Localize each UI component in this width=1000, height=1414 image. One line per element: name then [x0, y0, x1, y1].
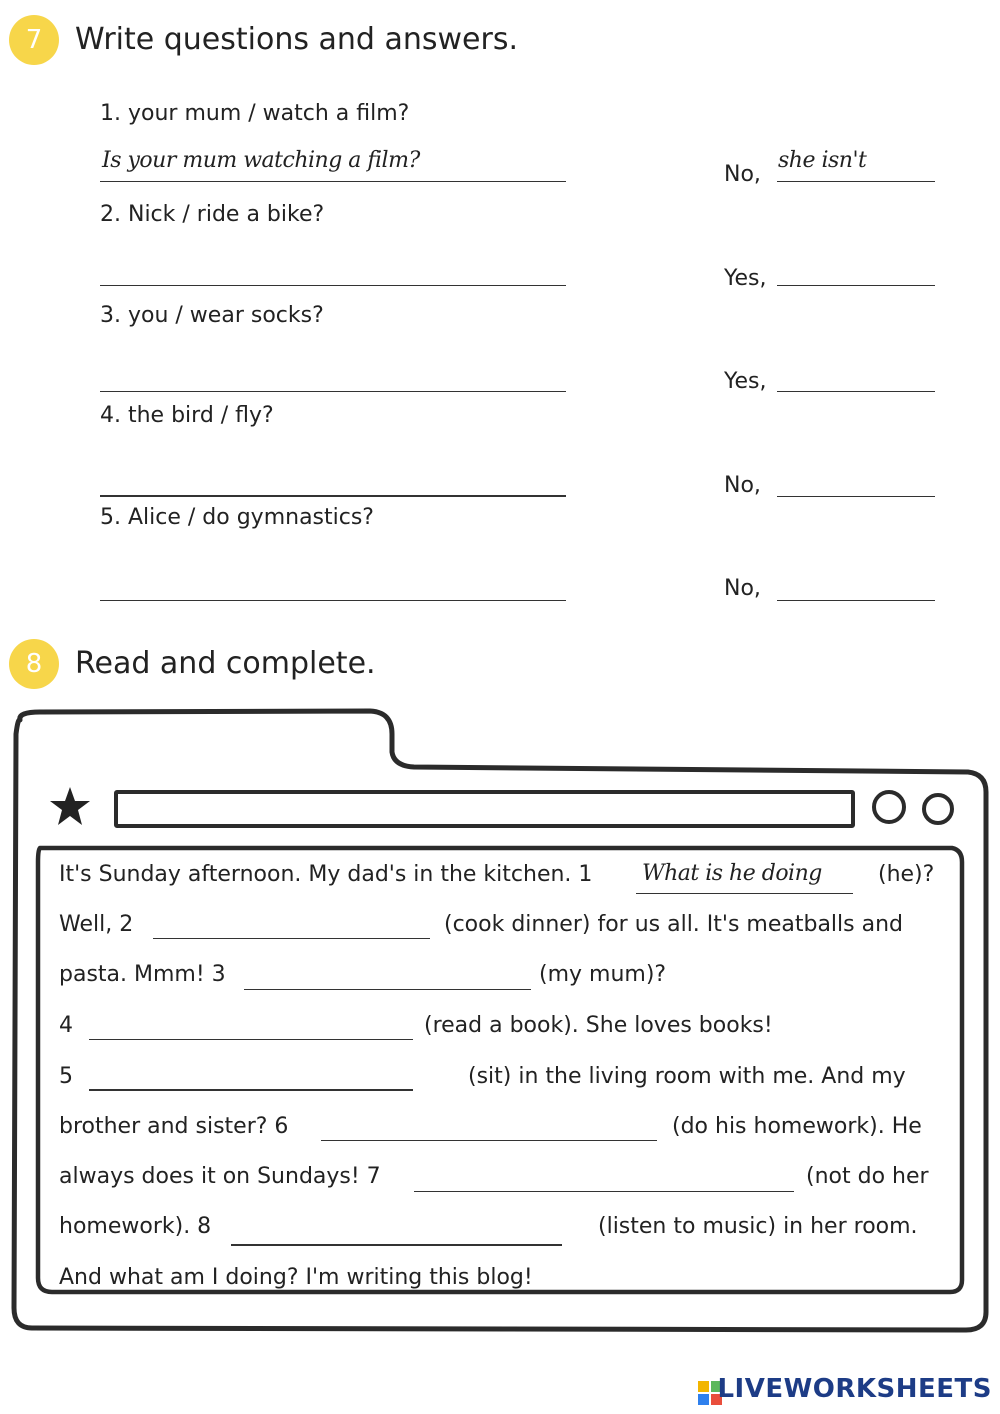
- gap-field-7[interactable]: [414, 1191, 794, 1192]
- passage-text: (sit) in the living room with me. And my: [468, 1064, 906, 1089]
- address-bar[interactable]: [114, 790, 855, 828]
- short-answer-label: No,: [724, 473, 761, 498]
- question-prompt: 5. Alice / do gymnastics?: [100, 505, 374, 530]
- question-prompt: 3. you / wear socks?: [100, 303, 324, 328]
- exercise-title: Write questions and answers.: [75, 22, 519, 57]
- exercise-title: Read and complete.: [75, 646, 376, 681]
- question-prompt: 2. Nick / ride a bike?: [100, 202, 325, 227]
- liveworksheets-brand: LIVEWORKSHEETS: [717, 1374, 992, 1404]
- passage-text: homework). 8: [59, 1214, 212, 1239]
- passage-text: And what am I doing? I'm writing this blog!: [59, 1265, 533, 1290]
- short-answer-field[interactable]: [777, 391, 935, 392]
- window-circle-icon[interactable]: [922, 793, 954, 825]
- question-answer-field[interactable]: [100, 391, 566, 392]
- exercise-number-badge: 8: [9, 639, 59, 689]
- passage-text: It's Sunday afternoon. My dad's in the kitchen. 1: [59, 862, 593, 887]
- question-answer-field[interactable]: [100, 285, 566, 286]
- window-circle-icon[interactable]: [872, 790, 906, 824]
- short-answer-label: No,: [724, 162, 761, 187]
- gap-field-5[interactable]: [89, 1089, 413, 1091]
- passage-text: pasta. Mmm! 3: [59, 962, 226, 987]
- passage-text: (my mum)?: [539, 962, 667, 987]
- exercise-number-badge: 7: [9, 15, 59, 65]
- passage-text: (read a book). She loves books!: [424, 1013, 773, 1038]
- short-answer-text: she isn't: [778, 148, 867, 173]
- star-icon[interactable]: [48, 785, 92, 827]
- question-prompt: 4. the bird / fly?: [100, 403, 274, 428]
- passage-text: (not do her: [806, 1164, 929, 1189]
- short-answer-label: Yes,: [724, 369, 767, 394]
- gap-field-2[interactable]: [153, 938, 430, 939]
- gap-answer-text: What is he doing: [642, 861, 822, 886]
- short-answer-field[interactable]: [777, 285, 935, 286]
- passage-text: (he)?: [878, 862, 935, 887]
- gap-field-6[interactable]: [321, 1140, 657, 1141]
- passage-text: always does it on Sundays! 7: [59, 1164, 381, 1189]
- gap-field-8[interactable]: [231, 1244, 562, 1246]
- passage-text: (cook dinner) for us all. It's meatballs and: [444, 912, 903, 937]
- question-answer-field[interactable]: [100, 495, 566, 497]
- short-answer-label: No,: [724, 576, 761, 601]
- short-answer-label: Yes,: [724, 266, 767, 291]
- question-answer-field[interactable]: [100, 181, 566, 182]
- passage-text: (listen to music) in her room.: [598, 1214, 918, 1239]
- passage-text: 5: [59, 1064, 73, 1089]
- question-answer-field[interactable]: [100, 600, 566, 601]
- short-answer-field[interactable]: [777, 496, 935, 497]
- question-prompt: 1. your mum / watch a film?: [100, 101, 410, 126]
- passage-text: Well, 2: [59, 912, 134, 937]
- passage-text: 4: [59, 1013, 73, 1038]
- gap-field-3[interactable]: [244, 989, 531, 990]
- short-answer-field[interactable]: [777, 181, 935, 182]
- question-answer-text: Is your mum watching a film?: [102, 148, 420, 173]
- gap-field-1[interactable]: [636, 893, 853, 894]
- short-answer-field[interactable]: [777, 600, 935, 601]
- passage-text: (do his homework). He: [672, 1114, 922, 1139]
- gap-field-4[interactable]: [89, 1039, 413, 1040]
- passage-text: brother and sister? 6: [59, 1114, 289, 1139]
